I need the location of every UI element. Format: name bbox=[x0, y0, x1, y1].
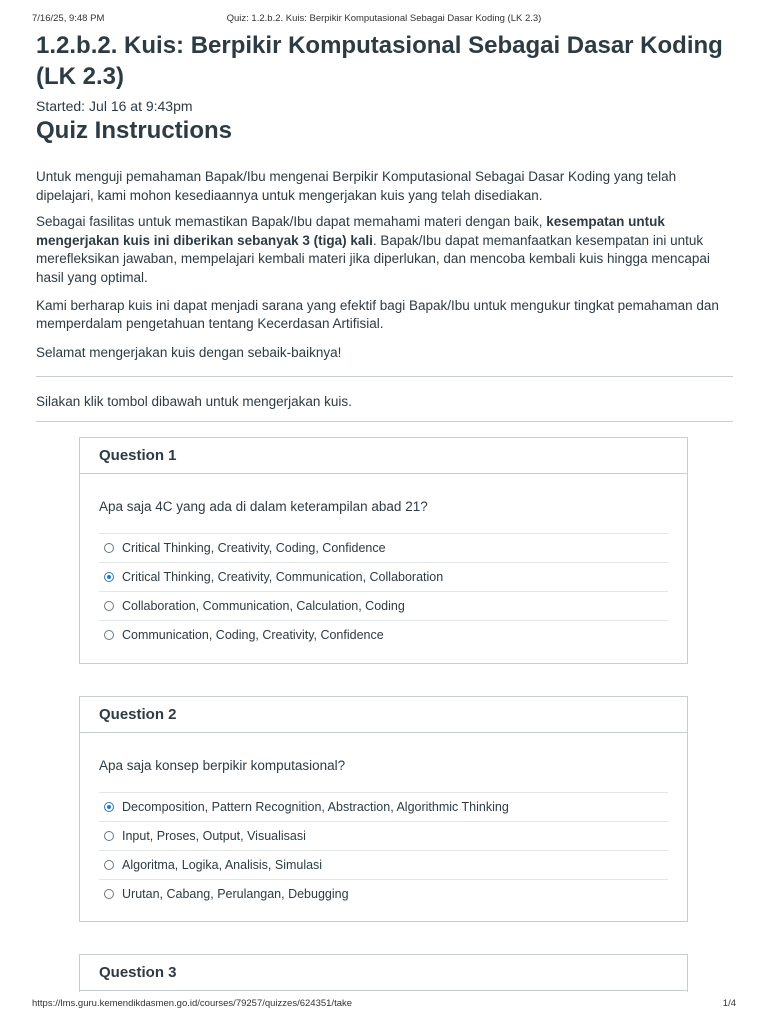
radio-button-selected[interactable] bbox=[104, 802, 114, 812]
print-footer bbox=[32, 998, 736, 1012]
p2-bold-text: kesempatan untuk mengerjakan kuis ini diberikan sebanyak 3 (tiga) kali bbox=[36, 214, 665, 248]
answer-option[interactable] bbox=[99, 821, 668, 850]
print-page-title: Quiz: 1.2.b.2. Kuis: Berpikir Komputasional Sebagai Dasar Koding (LK 2.3) bbox=[226, 13, 542, 24]
answer-label: Critical Thinking, Creativity, Communication, Collaboration bbox=[122, 570, 444, 584]
quiz-title: 1.2.b.2. Kuis: Berpikir Komputasional Sebagai Dasar Koding (LK 2.3) bbox=[36, 32, 723, 90]
print-header bbox=[32, 13, 736, 27]
answer-option[interactable] bbox=[99, 533, 668, 562]
radio-button[interactable] bbox=[104, 860, 114, 870]
question-text: Apa saja konsep berpikir komputasional? bbox=[99, 758, 346, 773]
question-3 bbox=[79, 954, 688, 992]
quiz-instructions bbox=[36, 168, 733, 362]
p2-text-before: Sebagai fasilitas untuk memastikan Bapak/Ibu dapat memahami materi dengan baik, bbox=[36, 214, 547, 230]
question-header: Question 1 bbox=[80, 438, 687, 474]
print-page-number: 1/4 bbox=[722, 998, 736, 1009]
radio-button[interactable] bbox=[104, 543, 114, 553]
radio-button-selected[interactable] bbox=[104, 572, 114, 582]
divider bbox=[36, 376, 733, 377]
answer-label: Decomposition, Pattern Recognition, Abstraction, Algorithmic Thinking bbox=[122, 800, 509, 814]
answer-option[interactable] bbox=[99, 792, 668, 821]
instructions-paragraph-3: Kami berharap kuis ini dapat menjadi sarana yang efektif bagi Bapak/Ibu untuk mengukur tingkat pemahaman dan memperdalam pengetahuan tentang Kecerdasan Artifisial. bbox=[36, 297, 719, 332]
answer-list bbox=[99, 533, 668, 649]
question-1 bbox=[79, 437, 688, 664]
question-2 bbox=[79, 696, 688, 922]
radio-button[interactable] bbox=[104, 831, 114, 841]
answer-option[interactable] bbox=[99, 879, 668, 908]
answer-label: Algoritma, Logika, Analisis, Simulasi bbox=[122, 858, 323, 872]
radio-button[interactable] bbox=[104, 601, 114, 611]
answer-label: Communication, Coding, Creativity, Confidence bbox=[122, 628, 384, 642]
quiz-content bbox=[36, 30, 733, 422]
instructions-heading: Quiz Instructions bbox=[36, 117, 233, 144]
answer-option[interactable] bbox=[99, 562, 668, 591]
print-date: 7/16/25, 9:48 PM bbox=[32, 13, 105, 24]
p2-text-after: . Bapak/Ibu dapat memanfaatkan kesempatan ini untuk merefleksikan jawaban, mempelajari kembali materi jika diperlukan, dan mencoba kembali kuis hingga mencapai hasil yang optimal. bbox=[36, 232, 710, 285]
instructions-paragraph-2 bbox=[36, 213, 733, 287]
instructions-paragraph-1: Untuk menguji pemahaman Bapak/Ibu mengenai Berpikir Komputasional Sebagai Dasar Koding yang telah dipelajari, kami mohon kesediaannya untuk mengerjakan kuis yang telah disediakan. bbox=[36, 169, 677, 203]
answer-label: Urutan, Cabang, Perulangan, Debugging bbox=[122, 887, 349, 901]
radio-button[interactable] bbox=[104, 889, 114, 899]
question-header: Question 2 bbox=[80, 697, 687, 733]
instructions-paragraph-4: Selamat mengerjakan kuis dengan sebaik-baiknya! bbox=[36, 344, 342, 360]
question-text: Apa saja 4C yang ada di dalam keterampilan abad 21? bbox=[99, 499, 428, 514]
answer-label: Input, Proses, Output, Visualisasi bbox=[122, 829, 306, 843]
answer-option[interactable] bbox=[99, 850, 668, 879]
answer-label: Critical Thinking, Creativity, Coding, Confidence bbox=[122, 541, 386, 555]
question-header: Question 3 bbox=[80, 955, 687, 991]
started-label: Started: bbox=[36, 98, 86, 114]
answer-label: Collaboration, Communication, Calculation, Coding bbox=[122, 599, 405, 613]
print-url: https://lms.guru.kemendikdasmen.go.id/courses/79257/quizzes/624351/take bbox=[32, 998, 353, 1009]
answer-option[interactable] bbox=[99, 620, 668, 649]
click-note: Silakan klik tombol dibawah untuk mengerjakan kuis. bbox=[36, 394, 352, 410]
divider bbox=[36, 421, 733, 422]
started-value: Jul 16 at 9:43pm bbox=[89, 98, 193, 114]
answer-option[interactable] bbox=[99, 591, 668, 620]
radio-button[interactable] bbox=[104, 630, 114, 640]
answer-list bbox=[99, 792, 668, 908]
quiz-started bbox=[36, 98, 733, 114]
